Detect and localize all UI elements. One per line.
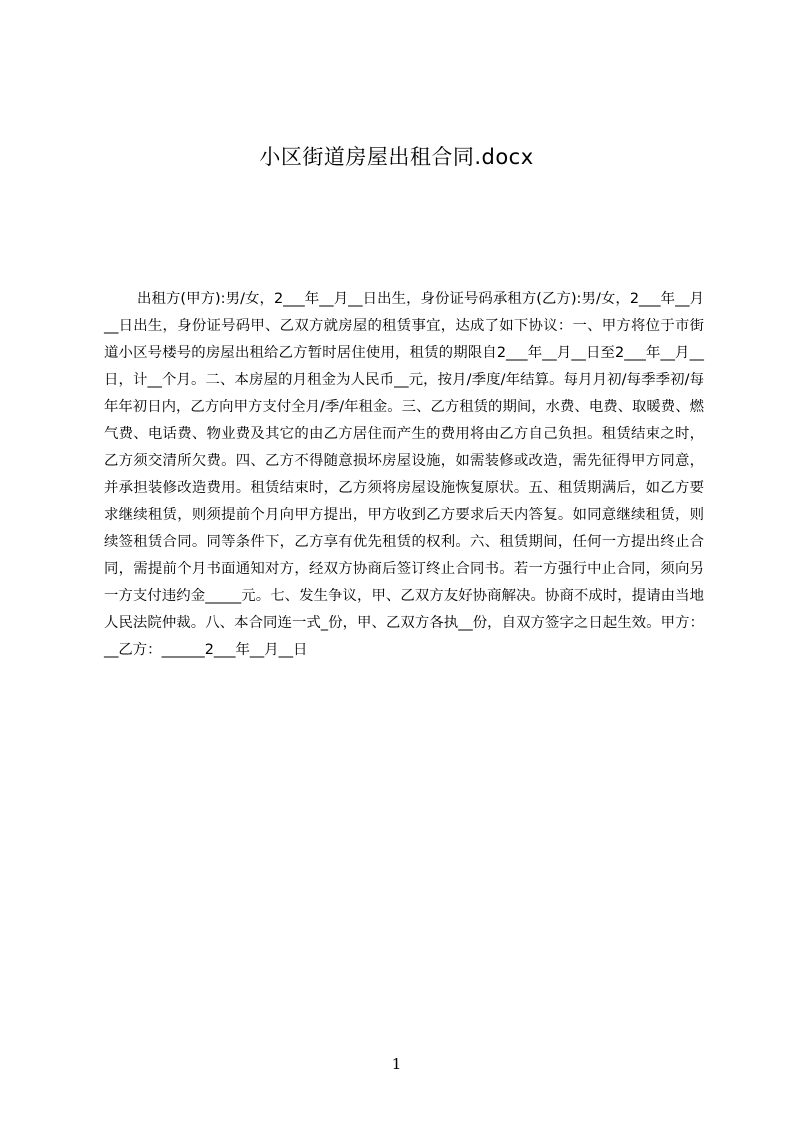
document-body: 出租方(甲方):男/女，2___年__月__日出生，身份证号码承租方(乙方):男/女，2___年__月__日出生，身份证号码甲、乙双方就房屋的租赁事宜，达成了如下协议：一、甲方将位于市街道小区号楼号的房屋出租给乙方暂时居住使用，租赁的期限自2___年__月__日至2___年__月__日，计__个月。二、本房屋的月租金为人民币__元，按月/季度/年结算。每月月初/每季季初/每年年初日内，乙方向甲方支付全月/季/年租金。三、乙方租赁的期间，水费、电费、取暖费、燃气费、电话费、物业费及其它的由乙方居住而产生的费用将由乙方自己负担。租赁结束之时，乙方须交清所欠费。四、乙方不得随意损坏房屋设施，如需装修或改造，需先征得甲方同意，并承担装修改造费用。租赁结束时，乙方须将房屋设施恢复原状。五、租赁期满后，如乙方要求继续租赁，则须提前个月向甲方提出，甲方收到乙方要求后天内答复。如同意继续租赁，则续签租赁合同。同等条件下，乙方享有优先租赁的权利。六、租赁期间，任何一方提出终止合同，需提前个月书面通知对方，经双方协商后签订终止合同书。若一方强行中止合同，须向另一方支付违约金_____元。七、发生争议，甲、乙双方友好协商解决。协商不成时，提请由当地人民法院仲裁。八、本合同连一式_份，甲、乙双方各执__份，自双方签字之日起生效。甲方：__乙方：______2___年__月__日 (104, 291, 704, 658)
page-number: 1 (391, 1055, 402, 1073)
document-title: 小区街道房屋出租合同.docx (259, 145, 534, 169)
